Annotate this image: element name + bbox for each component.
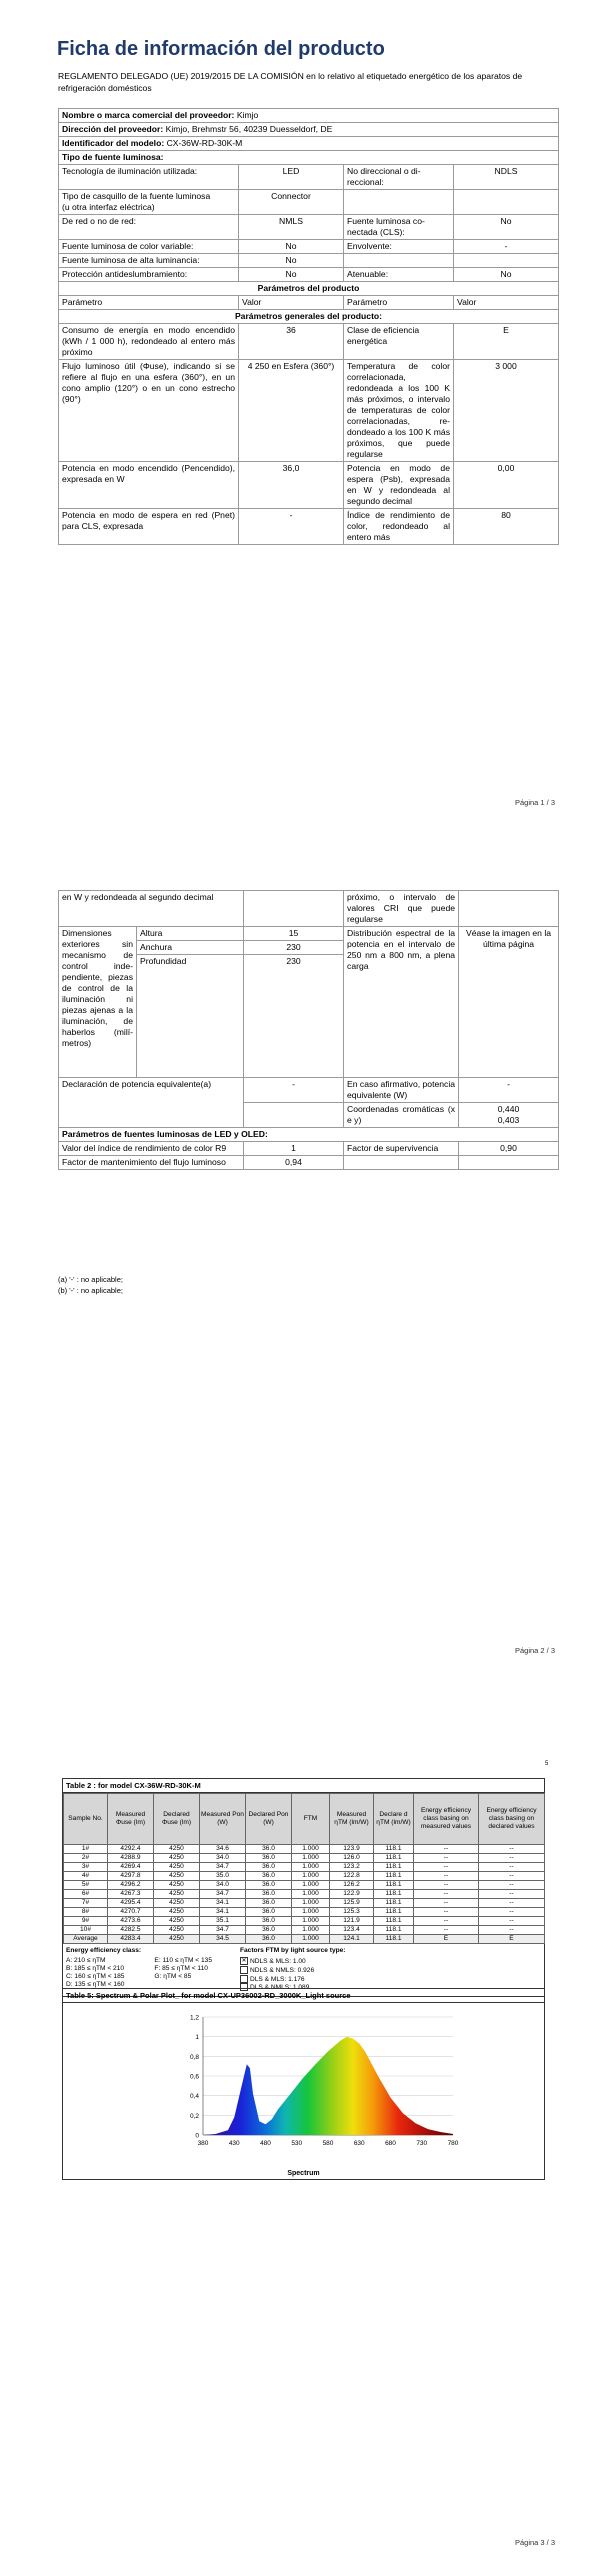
model-id: CX-36W-RD-30K-M (166, 138, 243, 148)
cell-label: Índice de rendimiento de color, redondeado al entero más (344, 509, 454, 545)
eec-class-item: B: 185 ≤ ηTM < 210 (66, 1965, 125, 1972)
y-tick-label: 0,8 (189, 2053, 199, 2061)
table-row (59, 240, 559, 254)
footnote-a: (a) '-' : no aplicable; (58, 1275, 123, 1284)
table-cell: 34.0 (200, 1881, 246, 1890)
equiv-power-w-label: En caso afirmativo, potencia equivalente (W) (344, 1078, 459, 1103)
chroma-y: 0,403 (497, 1115, 520, 1125)
table-cell: 118.1 (374, 1881, 414, 1890)
table-cell: 4250 (154, 1899, 200, 1908)
table-cell: 4297.8 (108, 1872, 154, 1881)
table-5-title: Table 5: Spectrum & Polar Plot_ for model CX-UP36002-RD_3000K_Light source (63, 1989, 544, 2003)
y-tick-label: 1,2 (189, 2014, 199, 2022)
table-cell: 4250 (154, 1863, 200, 1872)
table-cell: 4288.9 (108, 1854, 154, 1863)
cell-label: De red o no de red: (59, 215, 239, 240)
table-cell: 36.0 (246, 1935, 292, 1944)
table-cell: 1.000 (292, 1890, 330, 1899)
eec-class-item: F: 85 ≤ ηTM < 110 (154, 1965, 208, 1972)
table-cell: 118.1 (374, 1872, 414, 1881)
table-cell: 5# (64, 1881, 108, 1890)
table-cell: -- (479, 1863, 545, 1872)
table-cell: 10# (64, 1926, 108, 1935)
table-cell: 126.2 (330, 1881, 374, 1890)
table-cell: 1.000 (292, 1863, 330, 1872)
cell-label: No direccional o direccional: (344, 165, 454, 190)
table-cell: -- (414, 1881, 479, 1890)
dim-width-label: Anchura (137, 941, 244, 955)
table-cell: 118.1 (374, 1926, 414, 1935)
table-cell: 34.6 (200, 1845, 246, 1854)
measurement-table (63, 1793, 545, 1944)
table-cell: 118.1 (374, 1908, 414, 1917)
eec-title: Energy efficiency class: (66, 1947, 142, 1954)
cell-label: Temperatura de color correlacionada, redondeada a los 100 K más próximos, o intervalo de temperaturas de color correlacionadas, redondeado a los 100 K más próximos, que puede regularse (344, 360, 454, 462)
product-info-table-continued (58, 890, 559, 1170)
supplier-name-label: Nombre o marca comercial del proveedor: (62, 110, 235, 120)
table-cell: 4267.3 (108, 1890, 154, 1899)
table-cell: 4283.4 (108, 1935, 154, 1944)
table-cell: 1.000 (292, 1926, 330, 1935)
table-cell: 34.5 (200, 1935, 246, 1944)
x-tick-label: 730 (416, 2140, 428, 2147)
table-cell: Declared Φuse (lm) (154, 1794, 200, 1845)
eec-class-item: E: 110 ≤ ηTM < 135 (154, 1957, 212, 1964)
factor-label: DLS & NMLS: 1.089 (249, 1984, 310, 1991)
x-tick-label: 680 (385, 2140, 396, 2147)
product-params-heading: Parámetros del producto (59, 282, 559, 296)
table-cell: 1.000 (292, 1917, 330, 1926)
table-cell: 118.1 (374, 1845, 414, 1854)
table-cell: 118.1 (374, 1899, 414, 1908)
page-2 (0, 870, 603, 1670)
x-tick-label: 580 (322, 2140, 334, 2147)
table-cell: 4296.2 (108, 1881, 154, 1890)
table-cell: Declare d ηTM (lm/W) (374, 1794, 414, 1845)
table-cell: -- (414, 1908, 479, 1917)
table-cell: -- (479, 1899, 545, 1908)
table-cell: 1.000 (292, 1854, 330, 1863)
table-row (59, 324, 559, 360)
x-tick-label: 780 (447, 2140, 459, 2147)
table-cell: 4250 (154, 1926, 200, 1935)
table-row (64, 1890, 545, 1899)
cell-value: NMLS (239, 215, 344, 240)
cell-value: 36,0 (239, 462, 344, 509)
survival-factor-value: 0,90 (459, 1142, 559, 1156)
table-row (59, 927, 559, 941)
table-row (59, 509, 559, 545)
r9-label: Valor del índice de rendimiento de color R9 (59, 1142, 244, 1156)
col-header-value: Valor (239, 296, 344, 310)
cell-value: Connector (239, 190, 344, 215)
table-cell: 4# (64, 1872, 108, 1881)
spectrum-chart (63, 2007, 544, 2162)
table-row (59, 360, 559, 462)
table-cell: 36.0 (246, 1917, 292, 1926)
table-cell: 36.0 (246, 1854, 292, 1863)
footnote-b: (b) '-' : no aplicable; (58, 1286, 123, 1295)
eec-class-item: D: 135 ≤ ηTM < 160 (66, 1981, 125, 1988)
table-cell: -- (479, 1908, 545, 1917)
table-header-row (64, 1794, 545, 1845)
table-row (59, 1078, 559, 1103)
checkbox-icon (240, 1975, 248, 1983)
cell-label: Flujo luminoso útil (Φuse), indicando si se refiere al flujo en una esfera (360°), en un cono amplio (120°) o en un cono estrecho (90°) (59, 360, 239, 462)
table-cell: -- (414, 1845, 479, 1854)
table-cell: -- (479, 1890, 545, 1899)
page-footer: Página 2 / 3 (514, 1646, 555, 1655)
cell-label-sub: (u otra interfaz eléctrica) (62, 202, 155, 212)
table-cell: 4292.4 (108, 1845, 154, 1854)
factor-item (240, 1975, 346, 1984)
page-footer: Página 3 / 3 (514, 2538, 555, 2547)
table-row (64, 1926, 545, 1935)
table-cell: -- (479, 1926, 545, 1935)
table-row (64, 1872, 545, 1881)
table-cell: 4250 (154, 1917, 200, 1926)
table-cell: -- (479, 1872, 545, 1881)
table-cell: -- (414, 1890, 479, 1899)
x-tick-label: 380 (197, 2140, 209, 2147)
table-average-row (64, 1935, 545, 1944)
table-cell: -- (414, 1872, 479, 1881)
checked-box-icon: ✕ (241, 1958, 247, 1964)
cell-label: Envolvente: (344, 240, 454, 254)
x-tick-label: 430 (228, 2140, 240, 2147)
y-tick-label: 1 (195, 2034, 199, 2042)
cell-label: Atenuable: (344, 268, 454, 282)
table-cell: 36.0 (246, 1881, 292, 1890)
table-cell: 34.7 (200, 1890, 246, 1899)
y-tick-label: 0 (195, 2132, 199, 2140)
dimensions-label: Dimensiones exteriores sin mecanismo de control independiente, piezas de control de la iluminación ni piezas ajenas a la iluminación, de haberlos (milímetros) (59, 927, 137, 1078)
cell-label: Protección antideslumbramiento: (59, 268, 239, 282)
cell-label: Potencia en modo de espera en red (Pnet) para CLS, expresada (59, 509, 239, 545)
table-cell: -- (479, 1881, 545, 1890)
table-cell: -- (479, 1845, 545, 1854)
table-cell: 4250 (154, 1908, 200, 1917)
chroma-x: 0,440 (497, 1104, 520, 1114)
table-cell: 1.000 (292, 1899, 330, 1908)
spd-label: Distribución espectral de la potencia en el intervalo de 250 nm a 800 nm, a plena carga (344, 927, 459, 1078)
dim-width-value: 230 (244, 941, 344, 955)
table-cell: 118.1 (374, 1854, 414, 1863)
table-cell: 122.9 (330, 1890, 374, 1899)
product-info-table (58, 108, 559, 545)
cell-value: No (239, 240, 344, 254)
table-cell: 36.0 (246, 1899, 292, 1908)
table-cell: E (479, 1935, 545, 1944)
table-cell: 4295.4 (108, 1899, 154, 1908)
table-cell: 4282.5 (108, 1926, 154, 1935)
equiv-power-label: Declaración de potencia equivalente(a) (59, 1078, 244, 1128)
table-cell: Measured ηTM (lm/W) (330, 1794, 374, 1845)
light-source-type-heading: Tipo de fuente luminosa: (59, 151, 559, 165)
table-row (59, 891, 559, 927)
table-cell: -- (414, 1863, 479, 1872)
table-row (59, 215, 559, 240)
table-row (59, 190, 559, 215)
table-cell: FTM (292, 1794, 330, 1845)
factor-item (240, 1966, 346, 1975)
cell-label: Potencia en modo de espera (Psb), expresada en W y redondeada al segundo decimal (344, 462, 454, 509)
spectrum-label: Spectrum (287, 2170, 320, 2177)
table-cell: 1# (64, 1845, 108, 1854)
table-cell: 4270.7 (108, 1908, 154, 1917)
page-footer: Página 1 / 3 (514, 798, 555, 807)
y-tick-label: 0,4 (189, 2093, 199, 2101)
table-cell: 123.2 (330, 1863, 374, 1872)
cell-value: LED (239, 165, 344, 190)
table-cell: 36.0 (246, 1872, 292, 1881)
dim-depth-value: 230 (244, 955, 344, 1078)
y-tick-label: 0,6 (189, 2073, 199, 2081)
spd-value: Véase la imagen en la última página (459, 927, 559, 1078)
factors-title: Factors FTM by light source type: (239, 1947, 346, 1954)
table-cell: 4250 (154, 1935, 200, 1944)
cell-label: Fuente luminosa de alta luminancia: (59, 254, 239, 268)
cell-value: 80 (454, 509, 559, 545)
regulation-intro: REGLAMENTO DELEGADO (UE) 2019/2015 DE LA COMISIÓN en lo relativo al etiquetado energético de los aparatos de refrigeración domésticos (58, 71, 523, 93)
table-cell: -- (414, 1854, 479, 1863)
corner-mark: 5 (545, 1761, 549, 1767)
table-cell: 4273.6 (108, 1917, 154, 1926)
spectrum-area (203, 2037, 453, 2135)
x-tick-label: 630 (353, 2140, 365, 2147)
table-cell: 34.1 (200, 1899, 246, 1908)
table-cell: 1.000 (292, 1908, 330, 1917)
cell-label: Fuente luminosa de color variable: (59, 240, 239, 254)
table-cell: 35.0 (200, 1872, 246, 1881)
led-params-heading: Parámetros de fuentes luminosas de LED y OLED: (59, 1128, 559, 1142)
table-cell: 1.000 (292, 1881, 330, 1890)
col-header-param: Parámetro (344, 296, 454, 310)
x-tick-label: 480 (260, 2140, 271, 2147)
factor-item (240, 1957, 346, 1966)
supplier-address: Kimjo, Brehmstr 56, 40239 Duesseldorf, DE (165, 124, 333, 134)
cell-label: Consumo de energía en modo encendido (kWh / 1 000 h), redondeado al entero más próximo (59, 324, 239, 360)
table-cell: 118.1 (374, 1890, 414, 1899)
table-cell: 4269.4 (108, 1863, 154, 1872)
table-cell: 4250 (154, 1845, 200, 1854)
survival-factor-label: Factor de supervivencia (344, 1142, 459, 1156)
eec-class-item: G: ηTM < 85 (154, 1973, 192, 1980)
table-row (64, 1908, 545, 1917)
table-cell: 7# (64, 1899, 108, 1908)
table-cell: -- (479, 1854, 545, 1863)
table-row (64, 1863, 545, 1872)
table-cell: 36.0 (246, 1908, 292, 1917)
table-row (64, 1845, 545, 1854)
table-cell: Sample No. (64, 1794, 108, 1845)
cell-value: 36 (239, 324, 344, 360)
table-cell: 36.0 (246, 1890, 292, 1899)
table-cell: -- (414, 1917, 479, 1926)
cell-value: No (454, 215, 559, 240)
table-cell: -- (414, 1899, 479, 1908)
document-title: Ficha de información del producto (57, 38, 385, 60)
equiv-power-w-value: - (459, 1078, 559, 1103)
table-2-title: Table 2 : for model CX-36W-RD-30K-M (63, 1779, 544, 1793)
table-cell: 34.1 (200, 1908, 246, 1917)
lumen-maintenance-label: Factor de mantenimiento del flujo luminoso (59, 1156, 244, 1170)
eec-col-2 (154, 1957, 212, 1989)
col-header-value: Valor (454, 296, 559, 310)
chroma-label: Coordenadas cromáticas (x e y) (344, 1103, 459, 1128)
table-cell: 34.0 (200, 1854, 246, 1863)
table-cell: Measured Pon (W) (200, 1794, 246, 1845)
table-cell: 118.1 (374, 1863, 414, 1872)
table-cell: 2# (64, 1854, 108, 1863)
cell-value: No (239, 254, 344, 268)
table-cell: 36.0 (246, 1863, 292, 1872)
supplier-name: Kimjo (236, 110, 259, 120)
table-row (64, 1899, 545, 1908)
factor-label: NDLS & MLS: 1.00 (249, 1957, 306, 1965)
model-id-label: Identificador del modelo: (62, 138, 165, 148)
cell-label: en W y redondeada al segundo decimal (59, 891, 244, 927)
cell-label: Clase de eficiencia energética (344, 324, 454, 360)
table-cell: 121.9 (330, 1917, 374, 1926)
table-cell: -- (414, 1926, 479, 1935)
table-row (59, 268, 559, 282)
table-cell: 4250 (154, 1872, 200, 1881)
equiv-power-value: - (244, 1078, 344, 1103)
y-tick-label: 0,2 (189, 2112, 199, 2120)
cell-value: 3 000 (454, 360, 559, 462)
supplier-address-label: Dirección del proveedor: (62, 124, 164, 134)
table-cell: 36.0 (246, 1926, 292, 1935)
table-cell: 4250 (154, 1881, 200, 1890)
x-tick-label: 530 (291, 2140, 303, 2147)
dim-height-label: Altura (137, 927, 244, 941)
table-cell: E (414, 1935, 479, 1944)
table-cell: 34.7 (200, 1926, 246, 1935)
table-row (59, 1142, 559, 1156)
table-cell: 118.1 (374, 1917, 414, 1926)
table-cell: -- (479, 1917, 545, 1926)
factors-list (240, 1957, 346, 1992)
cell-label: Potencia en modo encendido (Pencendido), expresada en W (59, 462, 239, 509)
table-cell: 1.000 (292, 1845, 330, 1854)
table-cell: 123.4 (330, 1926, 374, 1935)
table-cell: 125.9 (330, 1899, 374, 1908)
table-row (64, 1917, 545, 1926)
table-cell: 34.7 (200, 1863, 246, 1872)
table-cell: 118.1 (374, 1935, 414, 1944)
page-1 (0, 0, 603, 820)
cell-label: Fuente luminosa conectada (CLS): (344, 215, 454, 240)
table-cell: 9# (64, 1917, 108, 1926)
col-header-param: Parámetro (59, 296, 239, 310)
cell-value: NDLS (454, 165, 559, 190)
measurement-table-box (62, 1778, 545, 1997)
spectrum-table-box (62, 1988, 545, 2180)
cell-value: No (239, 268, 344, 282)
table-cell: 3# (64, 1863, 108, 1872)
checkbox-icon (240, 1966, 248, 1974)
factor-label: NDLS & NMLS: 0.926 (249, 1966, 315, 1974)
table-cell: Energy efficiency class basing on measured values (414, 1794, 479, 1845)
table-cell: Average (64, 1935, 108, 1944)
general-params-heading: Parámetros generales del producto: (59, 310, 559, 324)
eec-class-item: C: 160 ≤ ηTM < 185 (66, 1973, 125, 1980)
table-cell: 123.9 (330, 1845, 374, 1854)
table-row (59, 1156, 559, 1170)
cell-value: - (239, 509, 344, 545)
cell-label: próximo, o intervalo de valores CRI que puede regularse (344, 891, 459, 927)
table-cell: 6# (64, 1890, 108, 1899)
table-cell: 1.000 (292, 1872, 330, 1881)
table-cell: Energy efficiency class basing on declared values (479, 1794, 545, 1845)
table-row (59, 165, 559, 190)
page-3 (0, 1720, 603, 2560)
table-cell: 125.3 (330, 1908, 374, 1917)
footnotes (58, 1274, 123, 1296)
cell-label: Tipo de casquillo de la fuente luminosa (62, 191, 211, 201)
lumen-maintenance-value: 0,94 (244, 1156, 344, 1170)
table-cell: 36.0 (246, 1845, 292, 1854)
eec-class-item: A: 210 ≤ ηTM (66, 1957, 106, 1964)
table-cell: 35.1 (200, 1917, 246, 1926)
table-cell: Declared Pon (W) (246, 1794, 292, 1845)
table-row (64, 1881, 545, 1890)
cell-value: 0,00 (454, 462, 559, 509)
table-row (59, 462, 559, 509)
table-cell: 1.000 (292, 1935, 330, 1944)
cell-value: - (454, 240, 559, 254)
table-cell: 4250 (154, 1890, 200, 1899)
table-cell: 124.1 (330, 1935, 374, 1944)
dim-height-value: 15 (244, 927, 344, 941)
table-cell: Measured Φuse (lm) (108, 1794, 154, 1845)
r9-value: 1 (244, 1142, 344, 1156)
cell-value: E (454, 324, 559, 360)
cell-value: 4 250 en Esfera (360°) (239, 360, 344, 462)
eec-col-1 (66, 1957, 124, 1989)
factor-label: DLS & MLS: 1.176 (249, 1975, 305, 1983)
cell-label: Tecnología de iluminación utilizada: (59, 165, 239, 190)
dim-depth-label: Profundidad (137, 955, 244, 1078)
table-row (64, 1854, 545, 1863)
table-row (59, 254, 559, 268)
table-cell: 4250 (154, 1854, 200, 1863)
table-cell: 126.0 (330, 1854, 374, 1863)
table-cell: 122.8 (330, 1872, 374, 1881)
cell-value: No (454, 268, 559, 282)
table-cell: 8# (64, 1908, 108, 1917)
